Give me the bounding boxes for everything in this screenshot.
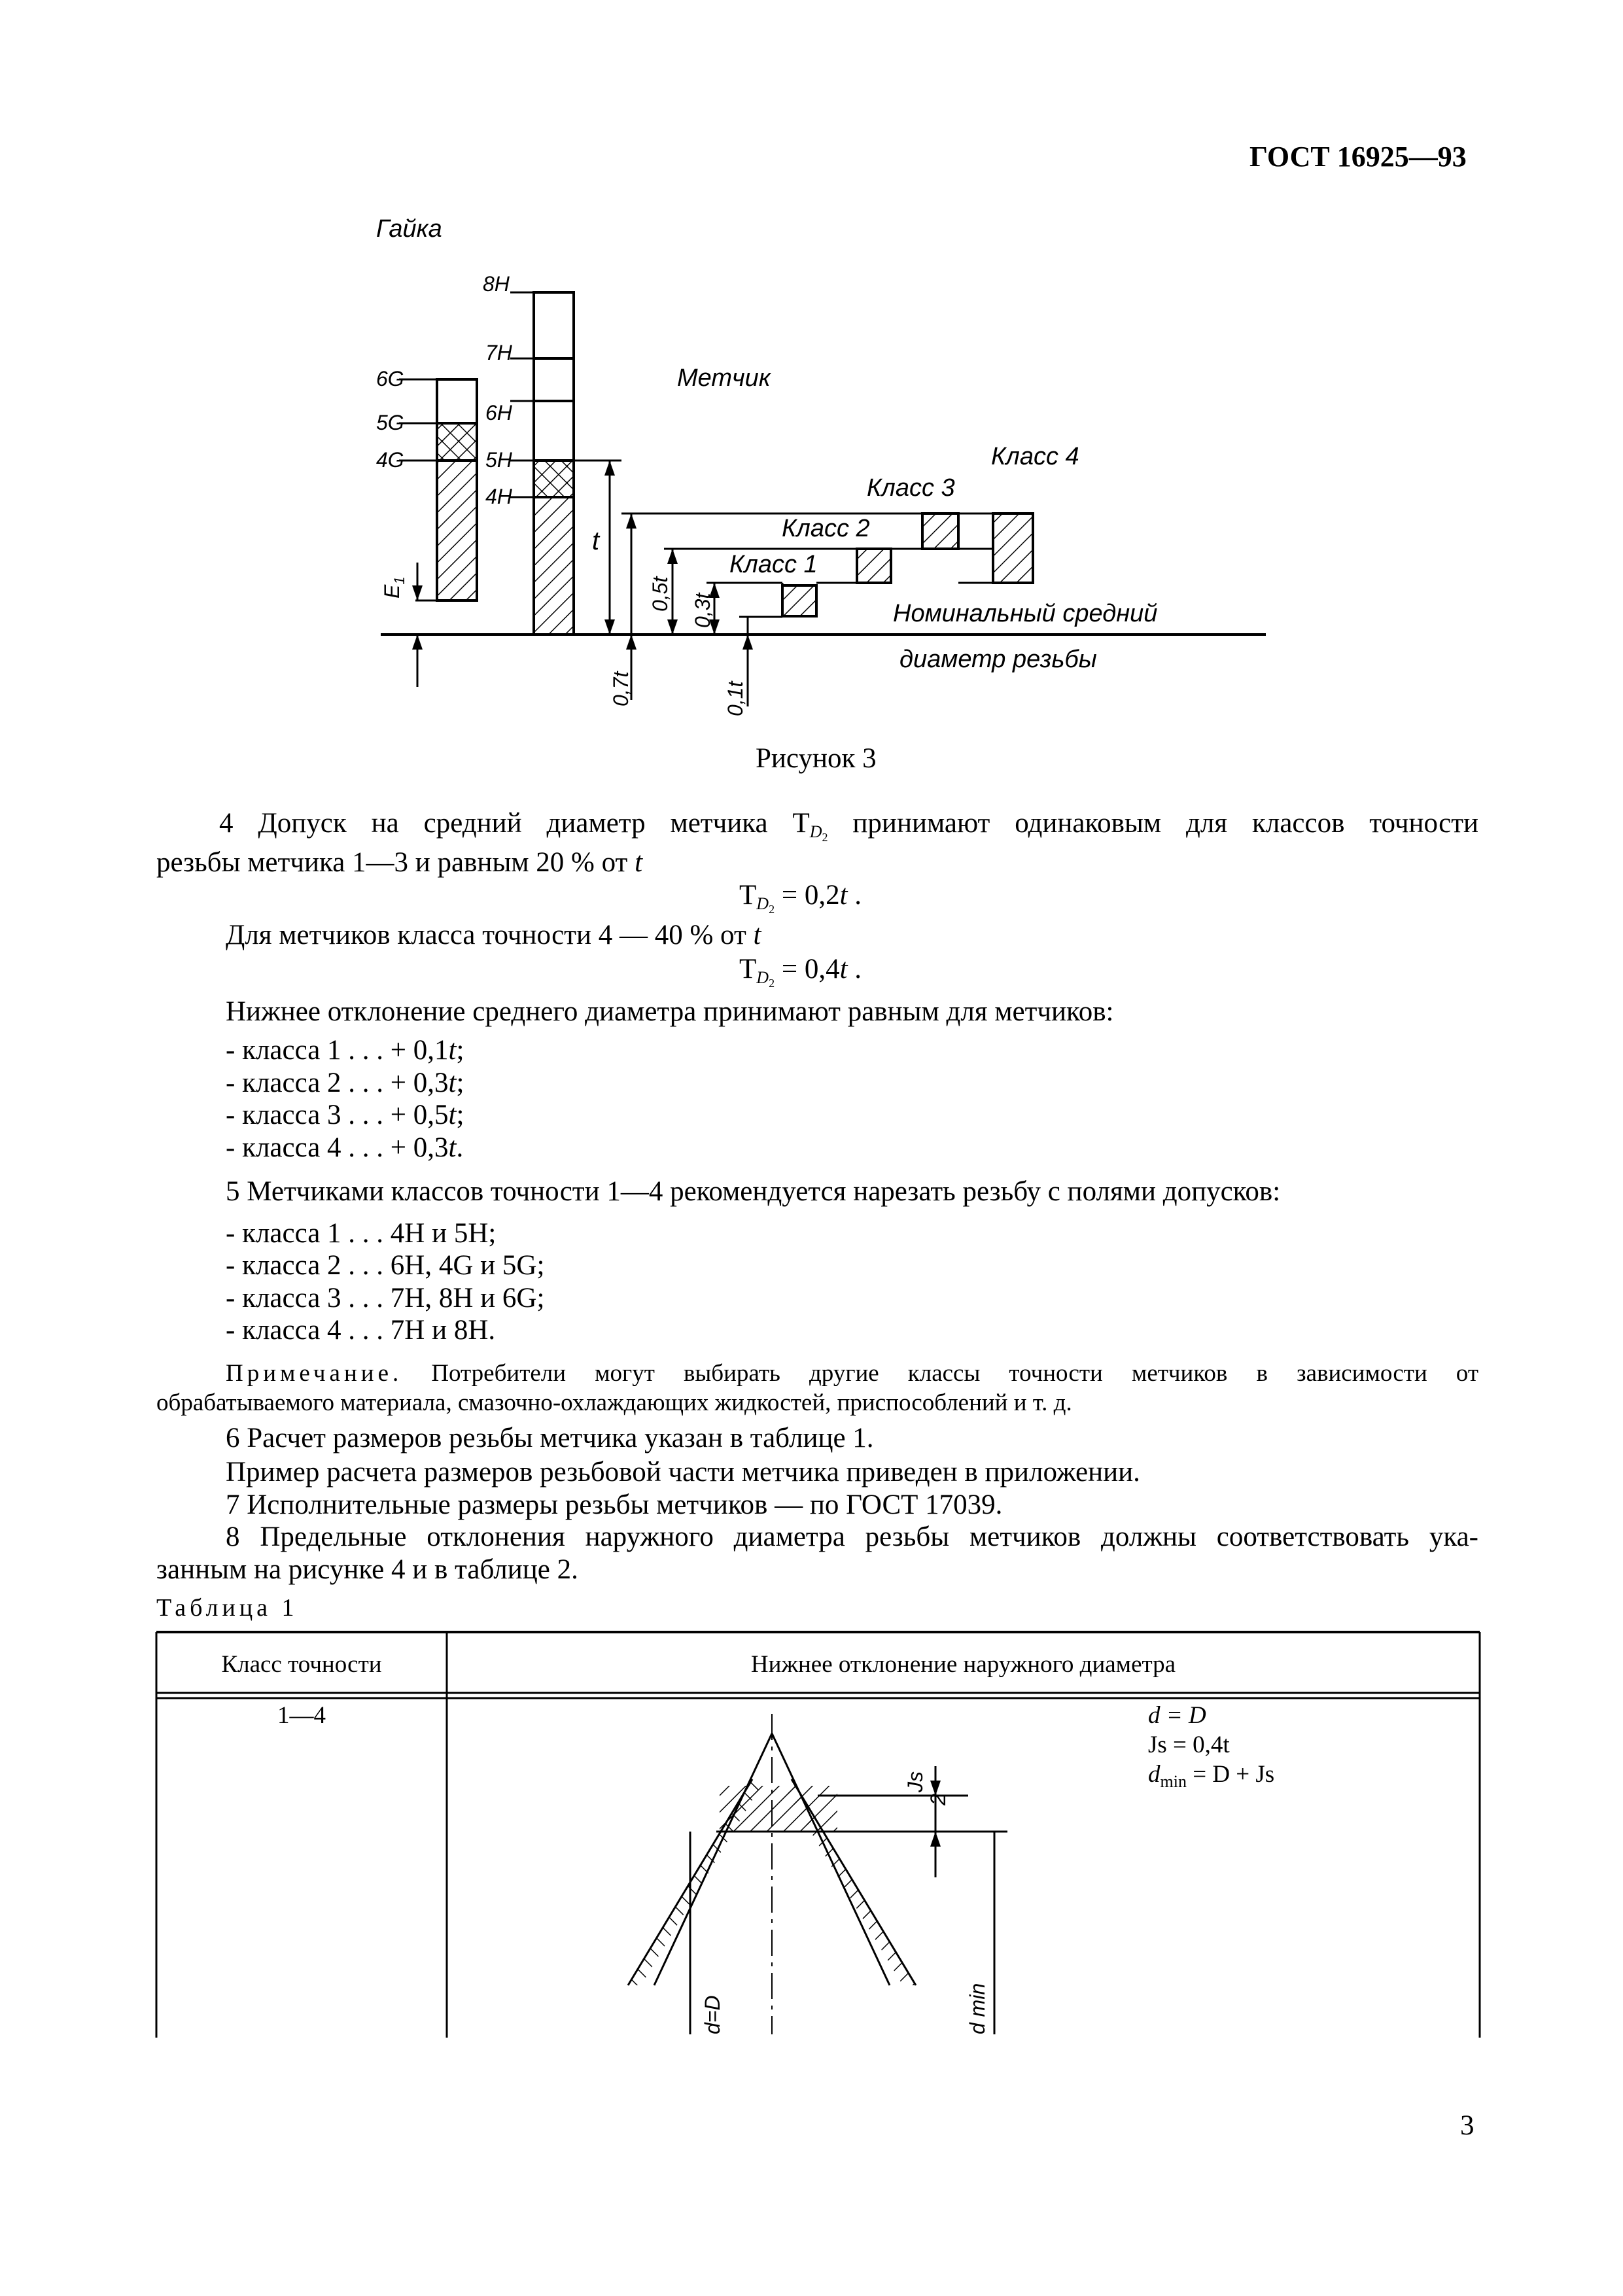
note-line-2: обрабатываемого материала, смазочно-охлаждающих жидкостей, приспособлений и т. д. bbox=[156, 1389, 1072, 1416]
dim-0-3t: 0,3t bbox=[691, 593, 714, 628]
fig-js: Js bbox=[903, 1771, 927, 1792]
field-4h: 4H bbox=[485, 485, 512, 508]
class-1-label: Класс 1 bbox=[729, 551, 818, 578]
dim-0-7t: 0,7t bbox=[609, 671, 633, 706]
figure-caption: Рисунок 3 bbox=[756, 743, 877, 774]
table-header-deviation: Нижнее отклонение наружного диаметра bbox=[750, 1651, 1176, 1678]
formula-dmin: $d_{min} = D + Js$ bbox=[1148, 1761, 1275, 1791]
field-5h: 5H bbox=[485, 448, 512, 472]
class-1-box bbox=[782, 585, 816, 616]
deviation-class-4: - класса 4 . . . + 0,3t. bbox=[226, 1132, 464, 1163]
fields-class-4: - класса 4 . . . 7H и 8H. bbox=[226, 1315, 496, 1346]
fields-class-2: - класса 2 . . . 6H, 4G и 5G; bbox=[226, 1250, 545, 1281]
deviation-class-3: - класса 3 . . . + 0,5t; bbox=[226, 1100, 464, 1130]
class-2-label: Класс 2 bbox=[782, 515, 870, 542]
tap-label: Метчик bbox=[677, 364, 771, 392]
para-8-line-1: 8 Предельные отклонения наружного диаметра резьбы метчиков должны соответствовать ука- bbox=[226, 1522, 1478, 1552]
nominal-label-2: диаметр резьбы bbox=[899, 646, 1097, 673]
document-id: ГОСТ 16925—93 bbox=[1249, 141, 1467, 173]
e1-label: $E_1$ bbox=[380, 576, 408, 599]
para-7: 7 Исполнительные размеры резьбы метчиков — по ГОСТ 17039. bbox=[226, 1489, 1003, 1520]
para-4-line-1: 4 Допуск на средний диаметр метчика $T_{D_2}$ принимают одинаковым для классов точности bbox=[219, 808, 1479, 844]
para-4-line-4: Нижнее отклонение среднего диаметра принимают равным для метчиков: bbox=[226, 996, 1114, 1027]
field-5g: 5G bbox=[376, 411, 404, 434]
class-3-box bbox=[922, 513, 958, 549]
para-8-line-2: занным на рисунке 4 и в таблице 2. bbox=[156, 1554, 578, 1585]
formula-2: $T_{D_2} = 0,4t$ . bbox=[739, 954, 862, 990]
table-1-title: Таблица 1 bbox=[156, 1594, 298, 1622]
formula-d-eq-D: d = D bbox=[1148, 1702, 1206, 1729]
para-4-line-3: Для метчиков класса точности 4 — 40 % от t bbox=[226, 920, 761, 950]
class-3-label: Класс 3 bbox=[867, 474, 955, 502]
formula-1: $T_{D_2} = 0,2t$ . bbox=[739, 880, 862, 916]
field-4g: 4G bbox=[376, 448, 404, 472]
field-8h: 8H bbox=[483, 272, 510, 296]
dim-t: t bbox=[592, 527, 600, 555]
class-4-label: Класс 4 bbox=[991, 443, 1079, 470]
note-line-1: Примечание. Потребители могут выбирать другие классы точности метчиков в зависимости от bbox=[226, 1360, 1478, 1387]
fields-class-1: - класса 1 . . . 4H и 5H; bbox=[226, 1218, 497, 1249]
fig-d-eq-D: d=D bbox=[701, 1995, 724, 2034]
field-7h: 7H bbox=[485, 341, 512, 364]
field-6g: 6G bbox=[376, 367, 404, 391]
dim-0-5t: 0,5t bbox=[648, 576, 672, 612]
nut-label: Гайка bbox=[376, 215, 442, 243]
table-cell-class: 1—4 bbox=[277, 1702, 326, 1729]
fig-d-min: d min bbox=[966, 1983, 989, 2034]
page-number: 3 bbox=[1460, 2110, 1475, 2141]
class-4-box bbox=[993, 513, 1033, 583]
formula-js: Js = 0,4t bbox=[1148, 1731, 1230, 1758]
para-6: 6 Расчет размеров резьбы метчика указан в таблице 1. bbox=[226, 1423, 874, 1453]
para-5: 5 Метчиками классов точности 1—4 рекомендуется нарезать резьбу с полями допусков: bbox=[226, 1176, 1281, 1207]
para-6b: Пример расчета размеров резьбовой части метчика приведен в приложении. bbox=[226, 1457, 1140, 1487]
class-2-box bbox=[857, 549, 891, 583]
fields-class-3: - класса 3 . . . 7H, 8H и 6G; bbox=[226, 1283, 545, 1313]
thread-profile-drawing bbox=[628, 1714, 1007, 2034]
deviation-class-1: - класса 1 . . . + 0,1t; bbox=[226, 1035, 464, 1066]
table-header-class: Класс точности bbox=[221, 1651, 382, 1678]
para-4-line-2: резьбы метчика 1—3 и равным 20 % от t bbox=[156, 847, 643, 878]
deviation-class-2: - класса 2 . . . + 0,3t; bbox=[226, 1068, 464, 1098]
field-6h: 6H bbox=[485, 401, 512, 425]
dim-0-1t: 0,1t bbox=[724, 681, 747, 716]
fig-2: 2 bbox=[926, 1794, 950, 1805]
nominal-label-1: Номинальный средний bbox=[893, 600, 1158, 627]
